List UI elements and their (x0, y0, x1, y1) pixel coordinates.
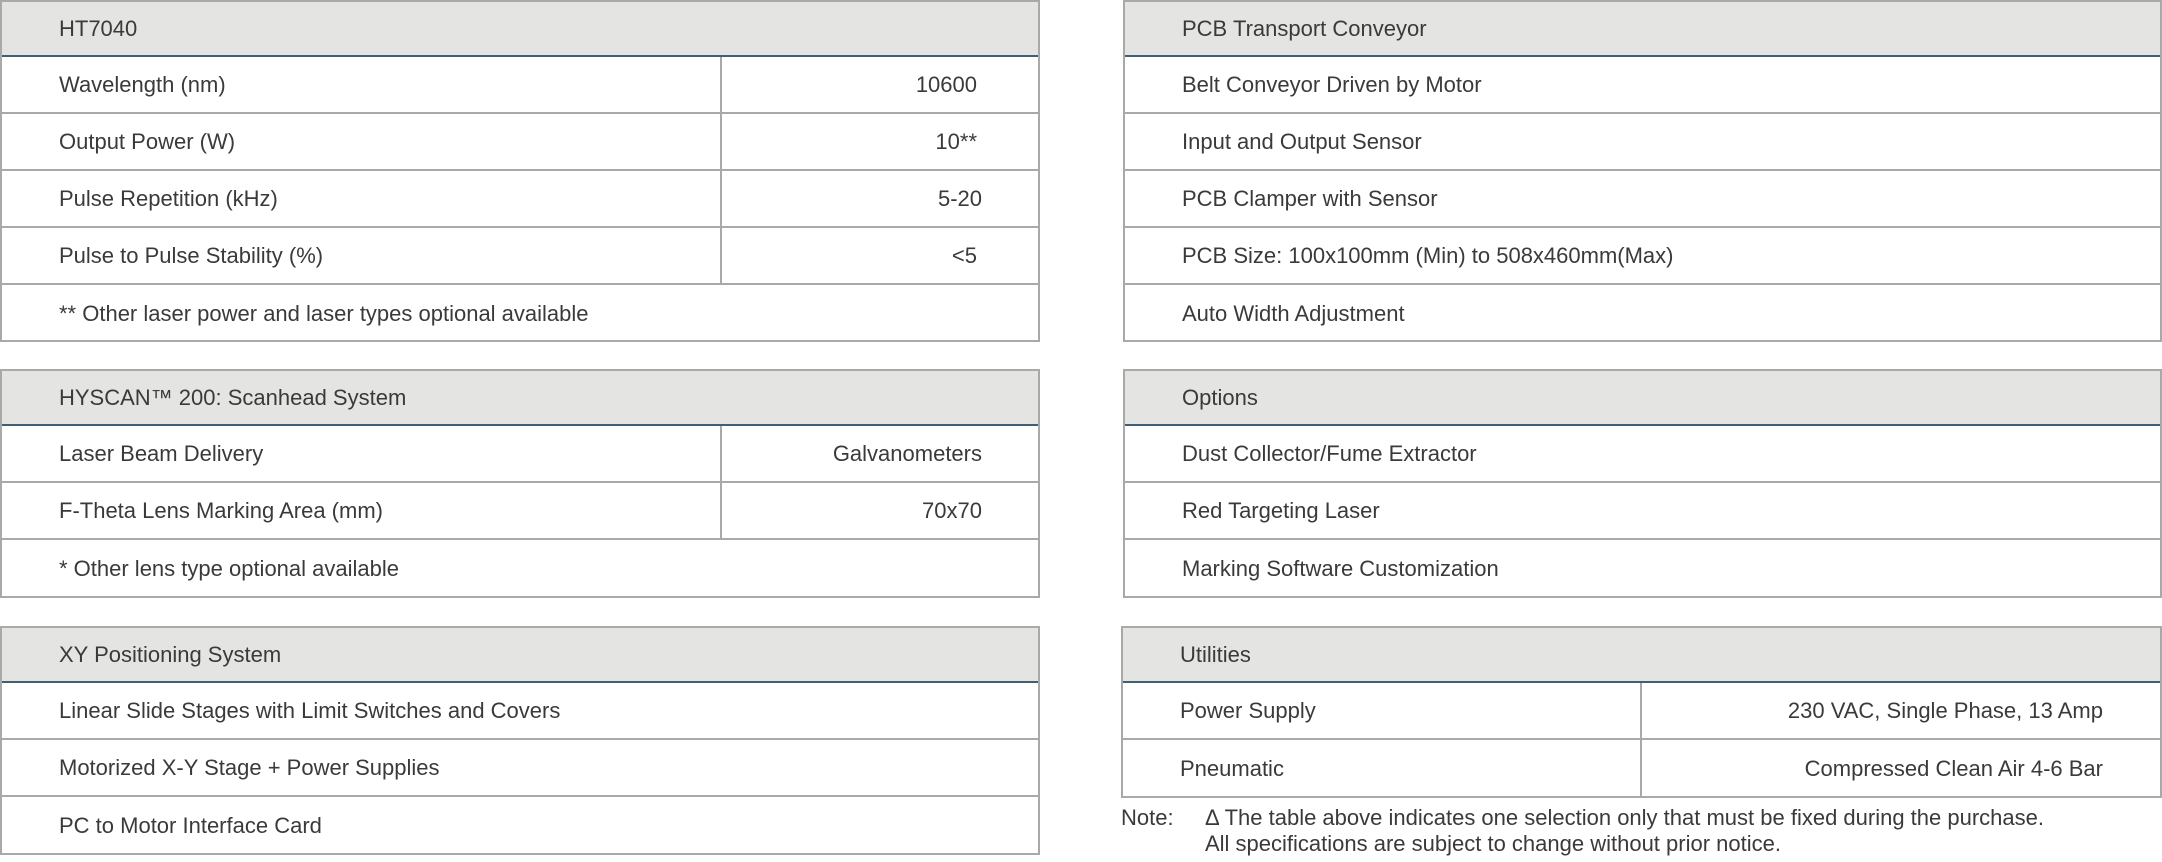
utilities-table-title: Utilities (1180, 641, 1251, 667)
row-value: Compressed Clean Air 4-6 Bar (1804, 755, 2103, 781)
conveyor-table-header (1125, 2, 2160, 57)
list-item: PCB Clamper with Sensor (1182, 185, 1438, 211)
list-item: PCB Size: 100x100mm (Min) to 508x460mm(Max) (1182, 242, 1674, 268)
table-row (1125, 57, 2160, 114)
row-label: Pneumatic (1123, 740, 1642, 797)
scanhead-footnote: * Other lens type optional available (59, 555, 399, 581)
table-row (1123, 683, 2160, 740)
table-row (1125, 540, 2160, 597)
options-table-header (1125, 371, 2160, 426)
laser-footnote: ** Other laser power and laser types optional available (59, 300, 589, 326)
row-label: Power Supply (1123, 683, 1642, 738)
xy-table-title: XY Positioning System (59, 641, 282, 667)
note-line-1: Δ The table above indicates one selection only that must be fixed during the purchase. (1205, 805, 2044, 830)
list-item: Dust Collector/Fume Extractor (1182, 440, 1477, 466)
row-value: 10600 (915, 71, 977, 97)
row-label: Laser Beam Delivery (2, 426, 722, 481)
list-item: Linear Slide Stages with Limit Switches and Covers (59, 697, 561, 723)
table-row (1125, 483, 2160, 540)
list-item: Marking Software Customization (1182, 555, 1499, 581)
table-row (1125, 114, 2160, 171)
table-row (1125, 228, 2160, 285)
row-value: 10** (935, 128, 977, 154)
table-row (2, 114, 1038, 171)
utilities-table-header (1123, 628, 2160, 683)
row-label: Output Power (W) (2, 114, 722, 169)
list-item: Red Targeting Laser (1182, 497, 1380, 523)
row-value: 5-20 (937, 185, 982, 211)
row-label: F-Theta Lens Marking Area (mm) (2, 483, 722, 538)
scanhead-spec-table (0, 369, 1040, 598)
table-row (1123, 740, 2160, 797)
row-value: 70x70 (922, 497, 982, 523)
table-row (2, 57, 1038, 114)
table-row (1125, 285, 2160, 342)
table-row (2, 483, 1038, 540)
list-item: Belt Conveyor Driven by Motor (1182, 71, 1482, 97)
list-item: PC to Motor Interface Card (59, 812, 322, 838)
conveyor-table (1123, 0, 2162, 342)
xy-positioning-table (0, 626, 1040, 855)
xy-table-header (2, 628, 1038, 683)
table-row (2, 171, 1038, 228)
table-row (2, 228, 1038, 285)
list-item: Auto Width Adjustment (1182, 300, 1405, 326)
table-row (2, 540, 1038, 597)
row-value: Galvanometers (832, 440, 982, 466)
options-table (1123, 369, 2162, 598)
note-label: Note: (1121, 805, 1174, 830)
laser-table-header (2, 2, 1038, 57)
table-row (1125, 171, 2160, 228)
row-value: 230 VAC, Single Phase, 13 Amp (1787, 697, 2103, 723)
table-row (2, 740, 1038, 797)
row-label: Pulse Repetition (kHz) (2, 171, 722, 226)
laser-spec-table (0, 0, 1040, 342)
row-value: <5 (951, 242, 977, 268)
scanhead-table-title: HYSCAN™ 200: Scanhead System (59, 384, 407, 410)
utilities-table (1121, 626, 2162, 798)
row-label: Wavelength (nm) (2, 57, 722, 112)
table-row (1125, 426, 2160, 483)
table-row (2, 797, 1038, 854)
table-row (2, 683, 1038, 740)
list-item: Input and Output Sensor (1182, 128, 1422, 154)
options-table-title: Options (1182, 384, 1258, 410)
conveyor-table-title: PCB Transport Conveyor (1182, 15, 1427, 41)
list-item: Motorized X-Y Stage + Power Supplies (59, 754, 440, 780)
table-row (2, 426, 1038, 483)
scanhead-table-header (2, 371, 1038, 426)
row-label: Pulse to Pulse Stability (%) (2, 228, 722, 283)
table-row (2, 285, 1038, 342)
laser-table-title: HT7040 (59, 15, 138, 41)
note-line-2: All specifications are subject to change without prior notice. (1205, 831, 1781, 856)
